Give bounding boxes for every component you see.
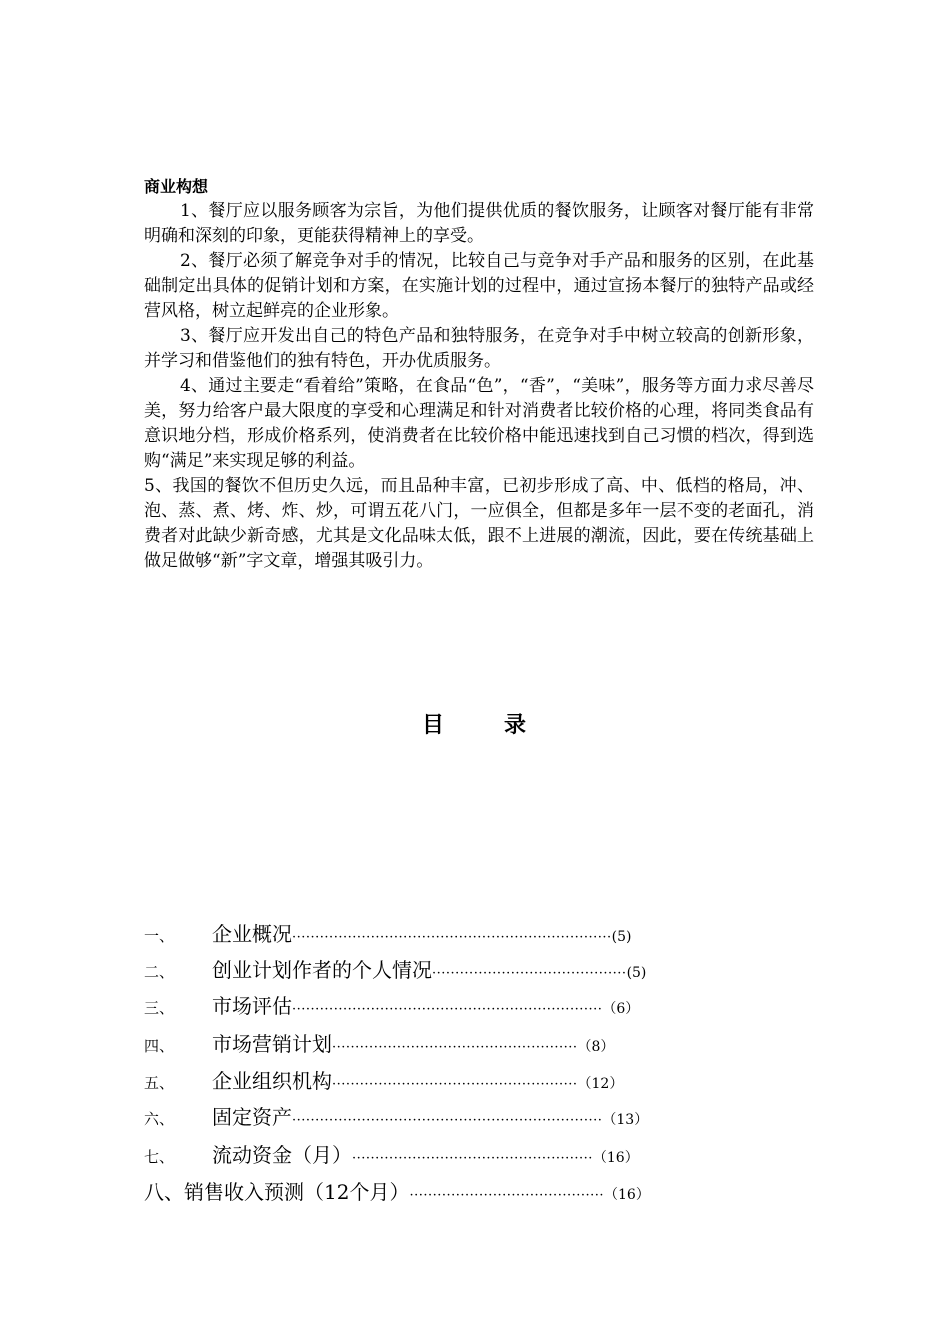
toc-entry-title: 市场营销计划	[212, 1032, 332, 1056]
toc-entry-number: 七、	[144, 1148, 175, 1166]
section-heading: 商业构想	[144, 177, 209, 196]
toc-entry-page: (5)	[611, 929, 632, 945]
toc-leader-dots: ·····················································	[332, 1040, 578, 1055]
paragraph-2: 2、餐厅必须了解竞争对手的情况，比较自己与竞争对手产品和服务的区别，在此基础制定出具体的促销计划和方案，在实施计划的过程中，通过宣扬本餐厅的独特产品或经营风格，树立起鲜亮的企业形象。	[144, 251, 814, 321]
toc-entry-number: 六、	[144, 1110, 175, 1128]
toc-entry-number: 一、	[144, 927, 175, 945]
toc-entry-title: 企业组织机构	[212, 1069, 332, 1093]
paragraph-5: 5、我国的餐饮不但历史久远，而且品种丰富，已初步形成了高、中、低档的格局，冲、泡、蒸、煮、烤、炸、炒，可谓五花八门，一应俱全，但都是多年一层不变的老面孔，消费者对此缺少新奇感，尤其是文化品味太低，跟不上进展的潮流，因此，要在传统基础上做足做够“新”字文章，增强其吸引力。	[144, 476, 814, 571]
toc-entry-title: 企业概况	[212, 922, 292, 946]
toc-entry-number: 五、	[144, 1074, 175, 1092]
toc-entry-page: （8）	[577, 1039, 615, 1055]
toc-entry[interactable]	[144, 1139, 639, 1169]
toc-leader-dots: ···································································	[292, 1002, 603, 1017]
toc-entry-page: （16）	[592, 1150, 639, 1166]
paragraph-3: 3、餐厅应开发出自己的特色产品和独特服务，在竞争对手中树立较高的创新形象，并学习和借鉴他们的独有特色，开办优质服务。	[144, 326, 814, 371]
toc-leader-dots: ···································································	[292, 1113, 603, 1128]
toc-entry-title: 市场评估	[212, 994, 292, 1018]
toc-title-left: 目	[421, 712, 446, 738]
toc-entry-page: （12）	[577, 1076, 624, 1092]
toc-entry-page: （13）	[602, 1112, 649, 1128]
toc-entry-page: （16）	[604, 1187, 650, 1203]
toc-leader-dots: ·····················································	[332, 1077, 578, 1092]
toc-entry[interactable]	[144, 918, 631, 948]
paragraph-4: 4、通过主要走“看着给”策略，在食品“色”，“香”，“美味”，服务等方面力求尽善尽美，努力给客户最大限度的享受和心理满足和针对消费者比较价格的心理，将同类食品有意识地分档，形成价格系列，使消费者在比较价格中能迅速找到自己习惯的档次，得到选购“满足”来实现足够的利益。	[144, 376, 814, 471]
toc-leader-dots: ····················································	[352, 1151, 593, 1166]
toc-entry-title: 八、销售收入预测（12个月）	[144, 1180, 410, 1204]
toc-entry-title: 创业计划作者的个人情况	[212, 958, 432, 982]
toc-entry-page: （6）	[602, 1001, 640, 1017]
toc-title	[0, 708, 950, 739]
toc-entry[interactable]	[144, 1028, 614, 1058]
paragraph-1: 1、餐厅应以服务顾客为宗旨，为他们提供优质的餐饮服务，让顾客对餐厅能有非常明确和深刻的印象，更能获得精神上的享受。	[144, 201, 814, 246]
toc-entry-number: 二、	[144, 963, 175, 981]
toc-entry-title: 固定资产	[212, 1105, 292, 1129]
toc-entry-title: 流动资金（月）	[212, 1143, 352, 1167]
business-concept-section	[144, 174, 814, 574]
toc-title-right: 录	[504, 712, 529, 738]
toc-entry-page: (5)	[626, 965, 647, 981]
toc-entry-number: 三、	[144, 999, 175, 1017]
toc-leader-dots: ·····································································	[292, 930, 612, 945]
toc-leader-dots: ··········································	[432, 966, 627, 981]
toc-entry[interactable]	[144, 990, 639, 1020]
toc-leader-dots: ··········································	[409, 1188, 605, 1203]
toc-entry[interactable]	[144, 1065, 623, 1095]
toc-entry-number: 四、	[144, 1037, 175, 1055]
toc-entry[interactable]	[144, 1176, 650, 1206]
toc-entry[interactable]	[144, 1101, 648, 1131]
toc-entry[interactable]	[144, 954, 646, 984]
